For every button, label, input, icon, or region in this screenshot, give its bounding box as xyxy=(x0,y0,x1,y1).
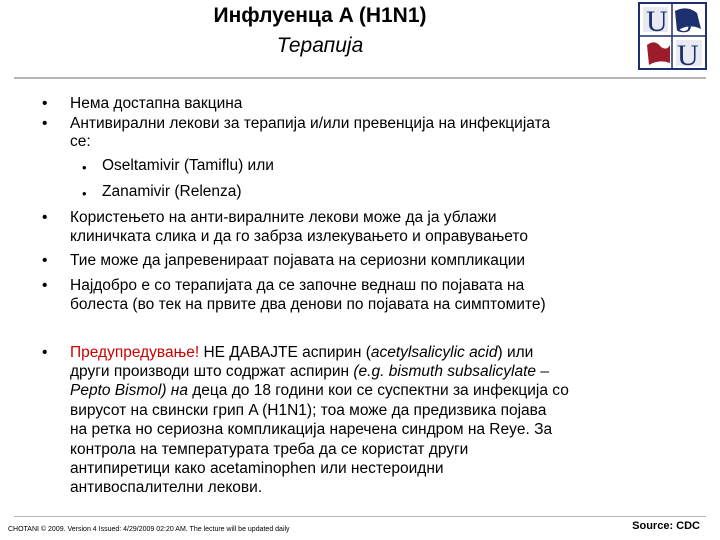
warning-line xyxy=(70,343,533,362)
bullet-text: Користењето на анти-виралните лекови може да ја ублажи xyxy=(70,209,497,226)
bullet-marker: • xyxy=(42,277,48,294)
warning-line xyxy=(70,362,549,381)
sub-bullet-text: Oseltamivir (Tamiflu) или xyxy=(102,157,274,174)
bullet-continuation: се: xyxy=(70,133,91,150)
bullet-marker: • xyxy=(42,115,48,132)
warning-line: антипиретици како acetaminophen или нестероидни xyxy=(70,460,444,477)
bullet-text: Антивирални лекови за терапија и/или превенција на инфекцијата xyxy=(70,115,551,132)
bullet-text: Нема достапна вакцина xyxy=(70,95,243,112)
header-divider xyxy=(14,77,706,79)
bullet-marker: • xyxy=(42,344,48,361)
warning-text-italic: (e.g. bismuth subsalicylate – xyxy=(349,363,549,380)
sub-bullet-marker: • xyxy=(82,186,87,201)
bullet-text: Најдобро е со терапијата да се започне веднаш по појавата на xyxy=(70,277,525,294)
svg-text:U: U xyxy=(677,39,699,71)
footer-divider xyxy=(14,516,706,517)
warning-line: контрола на температурата треба да се користат други xyxy=(70,441,469,458)
footer-copyright: CHOTANI © 2009. Version 4 Issued: 4/29/2009 02:20 AM. The lecture will be updated daily xyxy=(8,526,290,533)
slide-subtitle: Терапија xyxy=(276,34,364,57)
footer-source: Source: CDC xyxy=(632,520,700,532)
sub-bullet-marker: • xyxy=(82,160,87,175)
warning-text-italic: acetylsalicylic acid xyxy=(370,344,498,361)
warning-text: деца до 18 години кои се суспектни за инфекција со xyxy=(187,382,569,399)
bullet-continuation: клиничката слика и да го забрза излекувањето и оправувањето xyxy=(70,228,528,245)
bullet-continuation: болеста (во тек на првите два денови по појавата на симптомите) xyxy=(70,296,546,313)
warning-line xyxy=(70,381,569,400)
bullet-text: Тие може да јапревенираат појавата на сериозни компликации xyxy=(70,252,526,269)
warning-text: други производи што содржат аспирин xyxy=(70,363,350,380)
bullet-marker: • xyxy=(42,209,48,226)
warning-line: вирусот на свински грип A (H1N1); тоа може да предизвика појава xyxy=(70,402,547,419)
warning-line: антивоспалителни лекови. xyxy=(70,479,263,496)
warning-label: Предупредување! xyxy=(70,344,200,361)
bullet-marker: • xyxy=(42,252,48,269)
sub-bullet-text: Zanamivir (Relenza) xyxy=(102,183,242,200)
svg-text:S: S xyxy=(676,6,693,39)
usu-logo xyxy=(637,1,708,71)
warning-text: НЕ ДАВАЈТЕ аспирин ( xyxy=(203,344,371,361)
warning-text: ) или xyxy=(497,344,534,361)
svg-text:U: U xyxy=(646,5,668,38)
bullet-marker: • xyxy=(42,95,48,112)
slide-title: Инфлуенца A (H1N1) xyxy=(213,4,427,27)
warning-text-italic: Pepto Bismol) на xyxy=(70,382,188,399)
warning-line: на ретка но сериозна компликација наречена синдром на Reye. За xyxy=(70,421,553,438)
